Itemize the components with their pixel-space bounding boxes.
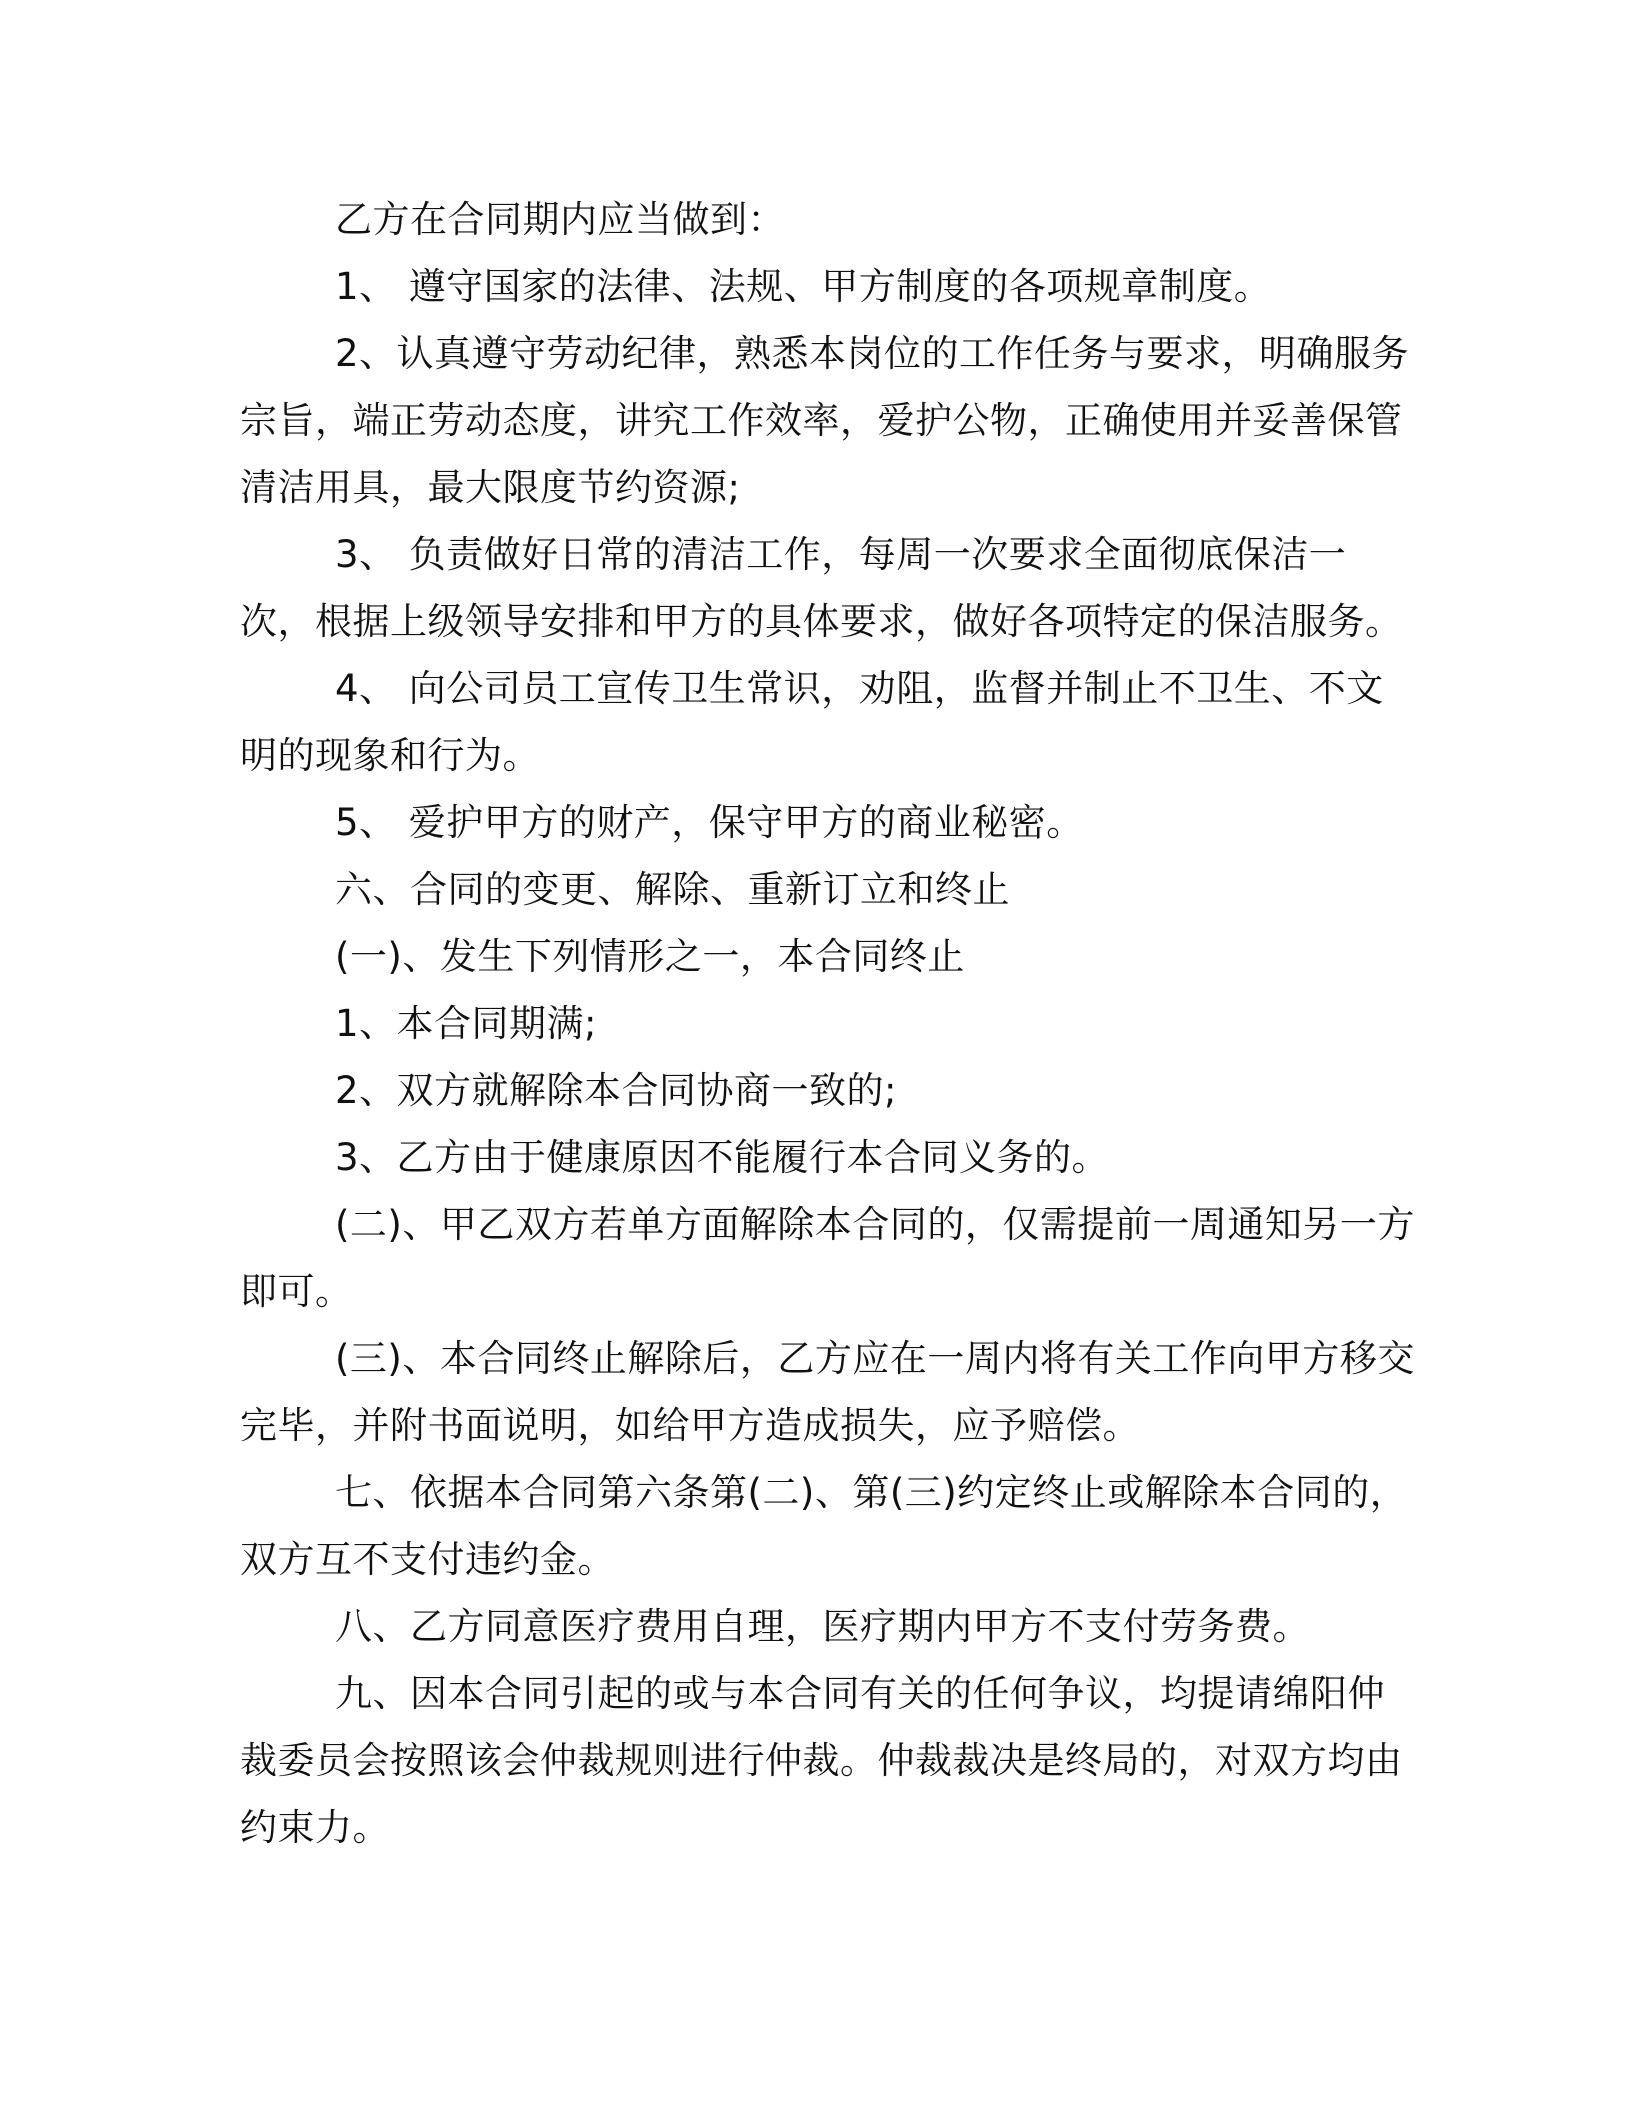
section-8: 八、乙方同意医疗费用自理，医疗期内甲方不支付劳务费。 (335, 1605, 1310, 1648)
paragraph-item-5: 5、 爱护甲方的财产，保守甲方的商业秘密。 (335, 801, 1084, 844)
document-body (240, 186, 1420, 1861)
paragraph-item-2: 2、认真遵守劳动纪律，熟悉本岗位的工作任务与要求，明确服务宗旨，端正劳动态度，讲究工作效率，爱护公物，正确使用并妥善保管清洁用具，最大限度节约资源; (240, 332, 1410, 509)
paragraph-intro: 乙方在合同期内应当做到： (335, 198, 785, 241)
termination-item-1: 1、本合同期满; (335, 1002, 598, 1045)
termination-item-2: 2、双方就解除本合同协商一致的; (335, 1069, 898, 1112)
subsection-1: (一)、发生下列情形之一，本合同终止 (335, 935, 965, 978)
section-7: 七、依据本合同第六条第(二)、第(三)约定终止或解除本合同的，双方互不支付违约金。 (240, 1471, 1408, 1581)
termination-item-3: 3、乙方由于健康原因不能履行本合同义务的。 (335, 1136, 1110, 1179)
subsection-2: (二)、甲乙双方若单方面解除本合同的，仅需提前一周通知另一方即可。 (240, 1203, 1415, 1313)
subsection-3: (三)、本合同终止解除后，乙方应在一周内将有关工作向甲方移交完毕，并附书面说明，如给甲方造成损失，应予赔偿。 (240, 1337, 1415, 1447)
section-heading-6: 六、合同的变更、解除、重新订立和终止 (335, 868, 1010, 911)
paragraph-item-4: 4、 向公司员工宣传卫生常识，劝阻，监督并制止不卫生、不文明的现象和行为。 (240, 667, 1384, 777)
paragraph-item-3: 3、 负责做好日常的清洁工作，每周一次要求全面彻底保洁一次，根据上级领导安排和甲方的具体要求，做好各项特定的保洁服务。 (240, 533, 1403, 643)
paragraph-item-1: 1、 遵守国家的法律、法规、甲方制度的各项规章制度。 (335, 265, 1272, 308)
section-9: 九、因本合同引起的或与本合同有关的任何争议，均提请绵阳仲裁委员会按照该会仲裁规则进行仲裁。仲裁裁决是终局的，对双方均由约束力。 (240, 1672, 1403, 1849)
